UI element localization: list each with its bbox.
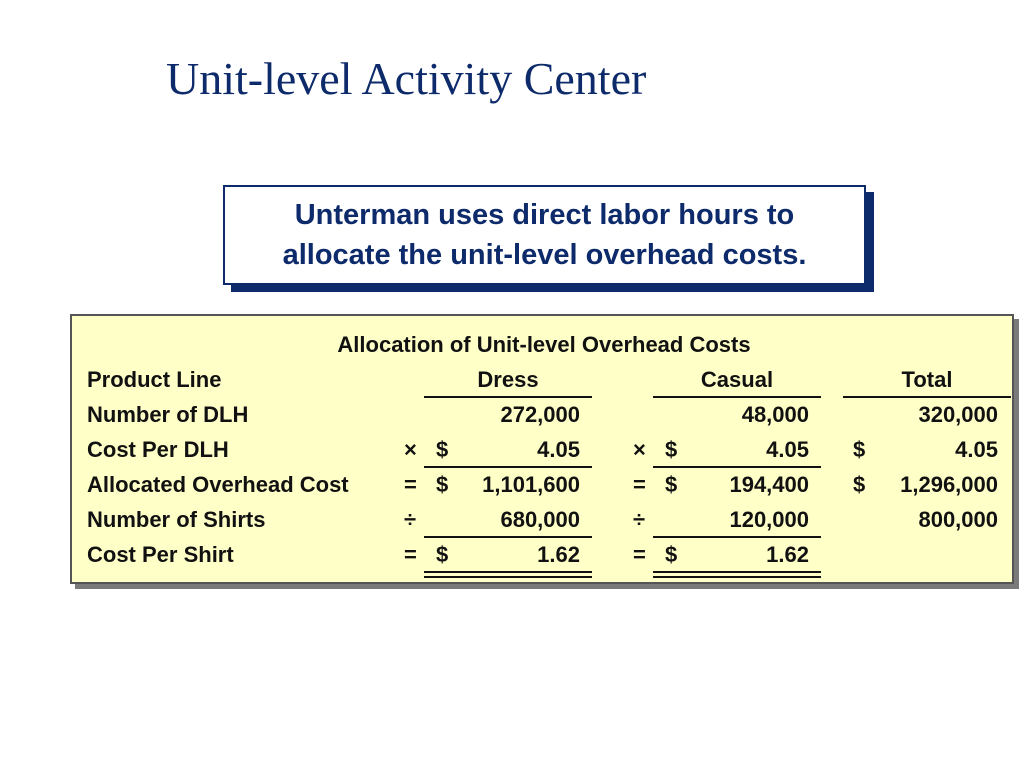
casual-dlh: 48,000 <box>741 402 809 427</box>
row-label-dlh: Number of DLH <box>87 402 249 427</box>
header-dress: Dress <box>477 367 539 392</box>
dress-per-shirt: 1.62 <box>537 542 580 567</box>
header-casual: Casual <box>700 367 774 392</box>
table-title: Allocation of Unit-level Overhead Costs <box>337 332 751 357</box>
dress-rate-dollar: $ <box>436 437 449 462</box>
rate-underline-casual <box>653 466 821 468</box>
per-shirt-double-underline-casual-1 <box>653 571 821 573</box>
total-rate-dollar: $ <box>853 437 866 462</box>
casual-rate-dollar: $ <box>665 437 678 462</box>
dress-per-shirt-operator: = <box>404 542 417 567</box>
row-label-per-shirt: Cost Per Shirt <box>87 542 234 567</box>
per-shirt-double-underline-dress-2 <box>424 576 592 578</box>
rate-underline-dress <box>424 466 592 468</box>
callout-line-1: Unterman uses direct labor hours to <box>294 199 795 231</box>
total-rate: 4.05 <box>955 437 998 462</box>
casual-per-shirt: 1.62 <box>766 542 809 567</box>
casual-shirts: 120,000 <box>729 507 809 532</box>
shirts-underline-dress <box>424 536 592 538</box>
casual-allocated-operator: = <box>633 472 646 497</box>
casual-allocated: 194,400 <box>729 472 809 497</box>
casual-rate: 4.05 <box>766 437 809 462</box>
casual-allocated-dollar: $ <box>665 472 678 497</box>
header-total: Total <box>901 367 953 392</box>
total-shirts: 800,000 <box>918 507 998 532</box>
per-shirt-double-underline-dress-1 <box>424 571 592 573</box>
header-underline-total <box>843 396 1011 398</box>
dress-allocated-operator: = <box>404 472 417 497</box>
casual-per-shirt-operator: = <box>633 542 646 567</box>
per-shirt-double-underline-casual-2 <box>653 576 821 578</box>
allocation-table <box>70 314 1014 584</box>
shirts-underline-casual <box>653 536 821 538</box>
header-product-line: Product Line <box>87 367 222 392</box>
total-allocated: 1,296,000 <box>900 472 998 497</box>
dress-rate: 4.05 <box>537 437 580 462</box>
total-dlh: 320,000 <box>918 402 998 427</box>
row-label-shirts: Number of Shirts <box>87 507 266 532</box>
casual-rate-operator: × <box>633 437 646 462</box>
row-label-rate: Cost Per DLH <box>87 437 229 462</box>
header-underline-casual <box>653 396 821 398</box>
header-underline-dress <box>424 396 592 398</box>
dress-per-shirt-dollar: $ <box>436 542 449 567</box>
dress-dlh: 272,000 <box>500 402 580 427</box>
dress-shirts: 680,000 <box>500 507 580 532</box>
casual-per-shirt-dollar: $ <box>665 542 678 567</box>
dress-rate-operator: × <box>404 437 417 462</box>
dress-allocated: 1,101,600 <box>482 472 580 497</box>
casual-shirts-operator: ÷ <box>633 507 646 532</box>
row-label-allocated: Allocated Overhead Cost <box>87 472 349 497</box>
callout-box <box>223 185 866 285</box>
callout-line-2: allocate the unit-level overhead costs. <box>282 239 807 271</box>
dress-allocated-dollar: $ <box>436 472 449 497</box>
slide-title: Unit-level Activity Center <box>166 53 647 104</box>
dress-shirts-operator: ÷ <box>404 507 417 532</box>
total-allocated-dollar: $ <box>853 472 866 497</box>
